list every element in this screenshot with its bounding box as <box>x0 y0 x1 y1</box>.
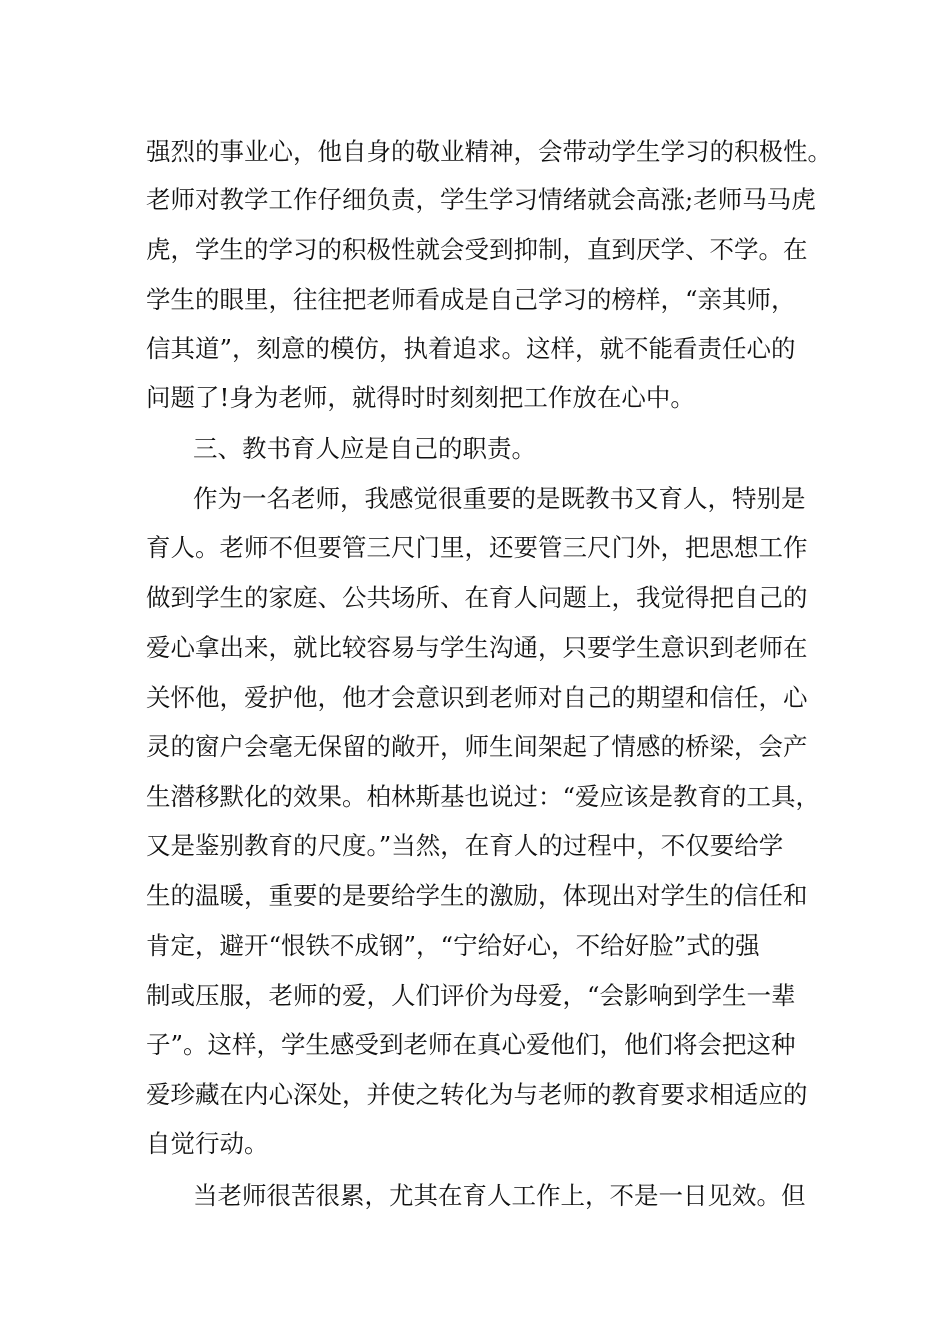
text-line: 爱珍藏在内心深处，并使之转化为与老师的教育要求相适应的 <box>146 1080 808 1109</box>
text-line: 问题了!身为老师，就得时时刻刻把工作放在心中。 <box>146 383 695 412</box>
text-line: 生潜移默化的效果。柏林斯基也说过：“爱应该是教育的工具， <box>146 782 821 811</box>
text-line: 强烈的事业心，他自身的敬业精神，会带动学生学习的积极性。 <box>146 137 832 166</box>
text-line: 又是鉴别教育的尺度。”当然，在育人的过程中，不仅要给学 <box>146 831 784 860</box>
text-line: 制或压服，老师的爱，人们评价为母爱，“会影响到学生一辈 <box>146 981 796 1010</box>
text-line: 学生的眼里，往往把老师看成是自己学习的榜样，“亲其师， <box>146 285 796 314</box>
text-line: 自觉行动。 <box>146 1129 269 1158</box>
text-line: 爱心拿出来，就比较容易与学生沟通，只要学生意识到老师在 <box>146 633 808 662</box>
text-line: 老师对教学工作仔细负责，学生学习情绪就会高涨;老师马马虎 <box>146 185 816 214</box>
section-heading: 三、教书育人应是自己的职责。 <box>193 434 536 463</box>
text-line: 信其道”，刻意的模仿，执着追求。这样，就不能看责任心的 <box>146 334 796 363</box>
text-line: 生的温暖，重要的是要给学生的激励，体现出对学生的信任和 <box>146 881 808 910</box>
text-line: 做到学生的家庭、公共场所、在育人问题上，我觉得把自己的 <box>146 583 808 612</box>
text-line: 灵的窗户会毫无保留的敞开，师生间架起了情感的桥梁，会产 <box>146 732 808 761</box>
text-line: 虎，学生的学习的积极性就会受到抑制，直到厌学、不学。在 <box>146 235 808 264</box>
text-line: 肯定，避开“恨铁不成钢”，“宁给好心，不给好脸”式的强 <box>146 931 760 960</box>
paragraph-start-line: 作为一名老师，我感觉很重要的是既教书又育人，特别是 <box>193 484 806 513</box>
text-line: 关怀他，爱护他，他才会意识到老师对自己的期望和信任，心 <box>146 683 808 712</box>
text-line: 育人。老师不但要管三尺门里，还要管三尺门外，把思想工作 <box>146 533 808 562</box>
paragraph-start-line: 当老师很苦很累，尤其在育人工作上，不是一日见效。但 <box>193 1181 806 1210</box>
text-line: 子”。这样，学生感受到老师在真心爱他们，他们将会把这种 <box>146 1030 796 1059</box>
